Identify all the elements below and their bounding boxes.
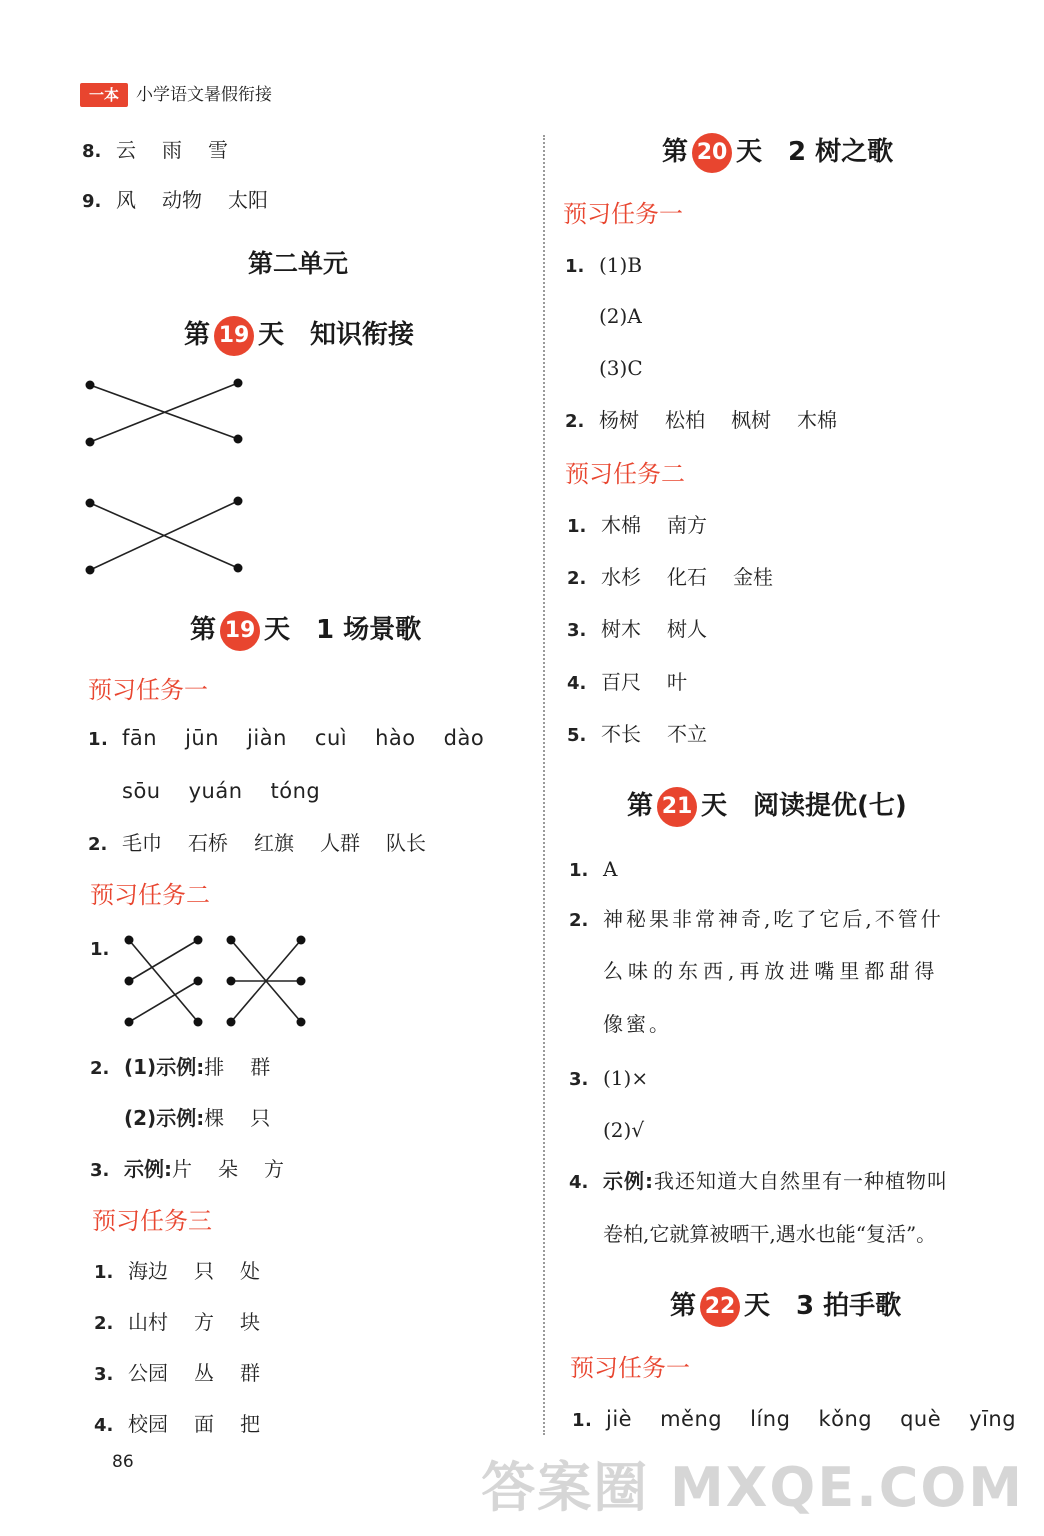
- pinyin-answers-row2: [122, 776, 320, 806]
- book-title: 小学语文暑假衔接: [136, 85, 272, 105]
- question-number: 1.: [572, 1410, 593, 1431]
- answer-task2-q3: [90, 1154, 284, 1186]
- day-suffix: 天: [736, 137, 763, 167]
- answer-item: 石桥: [188, 831, 228, 855]
- lesson-name: 知识衔接: [310, 320, 415, 350]
- answer-item: 风: [116, 188, 136, 212]
- day21-title: [627, 786, 907, 827]
- question-number: 4.: [94, 1415, 114, 1436]
- answer-item: 叶: [667, 670, 687, 694]
- answer-item: 化石: [667, 565, 707, 589]
- question-number: 3.: [567, 620, 587, 641]
- question-number: 4.: [569, 1172, 589, 1193]
- answer-item: 毛巾: [122, 831, 162, 855]
- answer-task3-q2: [94, 1307, 260, 1339]
- answer-q8: [82, 135, 228, 167]
- answer-item: 金桂: [733, 565, 773, 589]
- question-number: 1.: [569, 860, 589, 881]
- day-prefix: 第: [670, 1291, 697, 1321]
- answer-task3-q1: [94, 1256, 260, 1288]
- day-suffix: 天: [258, 320, 285, 350]
- question-number: 2.: [569, 910, 589, 931]
- answer-item: 动物: [162, 188, 202, 212]
- pinyin-item: měng: [660, 1407, 723, 1431]
- right-preview-task-2-label: 预习任务二: [565, 460, 685, 488]
- question-number: 2.: [88, 834, 108, 855]
- answer-item: 不长: [601, 722, 641, 746]
- pinyin-item: dào: [443, 726, 485, 750]
- preview-task-3-label: 预习任务三: [92, 1207, 212, 1235]
- day-prefix: 第: [662, 137, 689, 167]
- pinyin-item: kǒng: [818, 1407, 873, 1431]
- day-number-badge: 19: [214, 316, 254, 356]
- answer-item: 人群: [320, 831, 360, 855]
- answer-item: 山村: [128, 1310, 168, 1334]
- day-prefix: 第: [190, 615, 217, 645]
- question-number: 2.: [94, 1313, 114, 1334]
- answer-item: 松柏: [665, 408, 705, 432]
- answer-item: 海边: [128, 1259, 168, 1283]
- question-number: 3.: [569, 1069, 589, 1090]
- answer-item: 雨: [162, 138, 182, 162]
- pinyin-item: jiè: [606, 1407, 633, 1431]
- answer-item: 公园: [128, 1361, 168, 1385]
- answer-r-task1-q1b: (2)A: [599, 304, 642, 328]
- day-prefix: 第: [184, 320, 211, 350]
- answer-item: 雪: [208, 138, 228, 162]
- day22-title: [670, 1286, 901, 1327]
- answer-item: 百尺: [601, 670, 641, 694]
- answer-item: 木棉: [601, 513, 641, 537]
- answer-r-task1-q2: [565, 405, 837, 437]
- answer-read-q4-line1: [569, 1166, 948, 1198]
- question-number: 9.: [82, 191, 102, 212]
- column-divider: [543, 135, 545, 1435]
- watermark: 答案圈 MXQE.COM: [481, 1456, 1024, 1519]
- question-number: 1.: [567, 516, 587, 537]
- answer-item: 群: [240, 1361, 260, 1385]
- answer-read-q2-line1: [569, 904, 944, 936]
- answer-task2-q2-part1: [90, 1052, 270, 1084]
- answer-read-q2-line3: 像蜜。: [603, 1012, 672, 1036]
- day-suffix: 天: [264, 615, 291, 645]
- right-preview-task-1-label: 预习任务一: [563, 200, 683, 228]
- day19-knowledge-title: [184, 315, 414, 356]
- answer-item: 杨树: [599, 408, 639, 432]
- question-number: 2.: [565, 411, 585, 432]
- question-number: 1.: [565, 256, 585, 277]
- answer-item: 棵: [204, 1106, 225, 1130]
- answer-item: 树木: [601, 617, 641, 641]
- answer-item: 方: [264, 1157, 284, 1181]
- question-number: 3.: [94, 1364, 114, 1385]
- pinyin-answers-row1: [88, 723, 484, 755]
- answer-item: 校园: [128, 1412, 168, 1436]
- pinyin-item: yīng: [969, 1407, 1017, 1431]
- answer-task3-q3: [94, 1358, 260, 1390]
- answer-item: 枫树: [731, 408, 771, 432]
- answer-task1-q2: [88, 828, 426, 860]
- pinyin-answers-lesson3: [572, 1404, 1016, 1436]
- day19-lesson-title: [190, 610, 421, 651]
- question-number: 5.: [567, 725, 587, 746]
- answer-task3-q4: [94, 1409, 260, 1441]
- answer-item: 木棉: [797, 408, 837, 432]
- lesson-name: 1 场景歌: [316, 615, 422, 645]
- answer-read-q2-line2: 么味的东西,再放进嘴里都甜得: [603, 959, 940, 983]
- answer-item: (1)×: [603, 1066, 649, 1090]
- answer-item: 红旗: [254, 831, 294, 855]
- answer-item: 处: [240, 1259, 260, 1283]
- pinyin-item: tóng: [270, 779, 321, 803]
- answer-r-task1-q1a: [565, 250, 642, 282]
- pinyin-item: sōu: [122, 779, 161, 803]
- question-number: 8.: [82, 141, 102, 162]
- answer-text: 我还知道大自然里有一种植物叫: [654, 1169, 948, 1193]
- example-prefix: 示例:: [603, 1169, 654, 1193]
- answer-read-q1: [569, 854, 617, 886]
- answer-item: 朵: [218, 1157, 238, 1181]
- answer-item: 面: [194, 1412, 214, 1436]
- answer-item: 只: [194, 1259, 214, 1283]
- lesson-name: 2 树之歌: [788, 137, 894, 167]
- day-number-badge: 19: [220, 611, 260, 651]
- day-number-badge: 22: [700, 1287, 740, 1327]
- pinyin-item: hào: [375, 726, 416, 750]
- day-suffix: 天: [701, 791, 728, 821]
- matching-lines-diagram-2: [120, 930, 310, 1030]
- question-number: 4.: [567, 673, 587, 694]
- answer-item: 方: [194, 1310, 214, 1334]
- answer-q9: [82, 185, 268, 217]
- answer-item: (1)B: [599, 253, 643, 277]
- question-number: 2.: [567, 568, 587, 589]
- answer-read-q3a: [569, 1063, 648, 1095]
- lesson-name: 3 拍手歌: [796, 1291, 902, 1321]
- answer-r-task1-q1c: (3)C: [599, 356, 643, 380]
- answer-item: 群: [250, 1055, 271, 1079]
- answer-read-q3b: (2)√: [603, 1118, 645, 1142]
- day-suffix: 天: [744, 1291, 771, 1321]
- answer-item: 树人: [667, 617, 707, 641]
- answer-item: A: [603, 857, 618, 881]
- right-preview-task-1b-label: 预习任务一: [570, 1354, 690, 1382]
- example-prefix: (2)示例:: [124, 1106, 205, 1130]
- answer-text: 神秘果非常神奇,吃了它后,不管什: [603, 907, 944, 931]
- answer-item: 丛: [194, 1361, 214, 1385]
- answer-item: 太阳: [228, 188, 268, 212]
- answer-r-task2-q5: [567, 719, 707, 751]
- pinyin-item: què: [900, 1407, 942, 1431]
- answer-item: 把: [240, 1412, 260, 1436]
- example-prefix: (1)示例:: [124, 1055, 205, 1079]
- pinyin-item: yuán: [188, 779, 243, 803]
- answer-item: 不立: [667, 722, 707, 746]
- day20-title: [662, 132, 893, 173]
- preview-task-2-label: 预习任务二: [90, 881, 210, 909]
- answer-item: 只: [250, 1106, 271, 1130]
- answer-task2-q1-number: [90, 933, 124, 965]
- day-number-badge: 21: [657, 787, 697, 827]
- question-number: 3.: [90, 1160, 110, 1181]
- unit-title: 第二单元: [248, 249, 349, 278]
- answer-task2-q2-part2: [124, 1103, 270, 1133]
- page-number: 86: [112, 1452, 134, 1472]
- question-number: 1.: [90, 939, 110, 960]
- answer-item: 块: [240, 1310, 260, 1334]
- answer-item: 云: [116, 138, 136, 162]
- day-number-badge: 20: [692, 133, 732, 173]
- answer-read-q4-line2: 卷柏,它就算被晒干,遇水也能“复活”。: [603, 1222, 937, 1246]
- day-prefix: 第: [627, 791, 654, 821]
- lesson-name: 阅读提优(七): [753, 791, 907, 821]
- answer-r-task2-q4: [567, 667, 687, 699]
- pinyin-item: líng: [750, 1407, 791, 1431]
- answer-item: 队长: [386, 831, 426, 855]
- answer-item: 片: [172, 1157, 192, 1181]
- answer-r-task2-q1: [567, 510, 707, 542]
- matching-lines-diagram: [80, 375, 250, 585]
- pinyin-item: jūn: [185, 726, 220, 750]
- preview-task-1-label: 预习任务一: [88, 676, 208, 704]
- example-prefix: 示例:: [124, 1157, 172, 1181]
- answer-r-task2-q3: [567, 614, 707, 646]
- answer-item: 水杉: [601, 565, 641, 589]
- question-number: 1.: [94, 1262, 114, 1283]
- answer-item: 南方: [667, 513, 707, 537]
- pinyin-item: jiàn: [247, 726, 287, 750]
- question-number: 2.: [90, 1058, 110, 1079]
- answer-item: 排: [204, 1055, 225, 1079]
- brand-logo: 一本: [80, 83, 128, 107]
- answer-r-task2-q2: [567, 562, 773, 594]
- pinyin-item: fān: [122, 726, 158, 750]
- pinyin-item: cuì: [314, 726, 348, 750]
- question-number: 1.: [88, 729, 109, 750]
